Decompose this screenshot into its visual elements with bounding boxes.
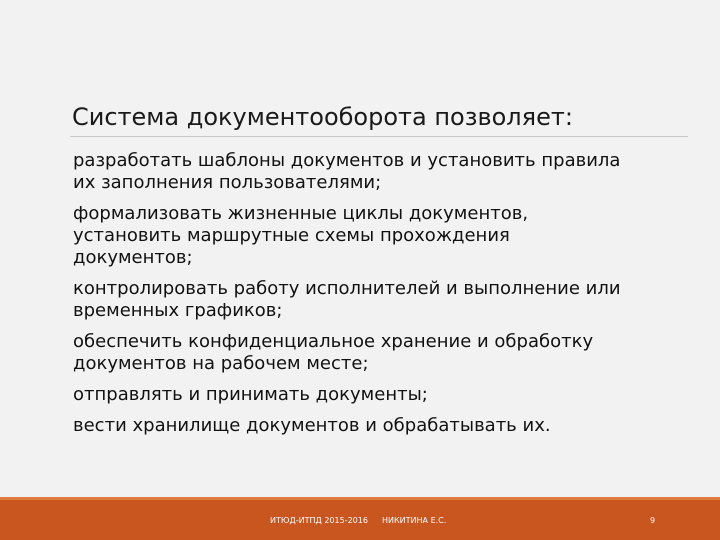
list-item [73,331,693,375]
list-item [73,150,693,194]
bullet-list [73,150,693,446]
list-item-line: временных графиков; [73,300,283,321]
list-item-line: вести хранилище документов и обрабатывать их. [73,415,551,436]
list-item-line: документов; [73,247,193,268]
list-item-line: обеспечить конфиденциальное хранение и обработку [73,331,594,352]
list-item [73,415,693,437]
list-item-line: установить маршрутные схемы прохождения [73,225,510,246]
list-item-line: разработать шаблоны документов и установить правила [73,150,621,171]
list-item [73,203,693,269]
footer-accent-line [0,497,720,500]
page-number: 9 [650,516,656,525]
list-item-line: документов на рабочем месте; [73,353,369,374]
footer-course: ИТЮД-ИТПД 2015-2016 [270,516,368,525]
list-item-line: их заполнения пользователями; [73,172,382,193]
list-item-line: отправлять и принимать документы; [73,384,428,405]
list-item-line: контролировать работу исполнителей и выполнение или [73,278,621,299]
footer-author: НИКИТИНА Е.С. [382,516,447,525]
list-item-line: формализовать жизненные циклы документов, [73,203,529,224]
list-item [73,278,693,322]
list-item [73,384,693,406]
title-divider [70,136,688,137]
slide-title: Система документооборота позволяет: [72,103,573,131]
